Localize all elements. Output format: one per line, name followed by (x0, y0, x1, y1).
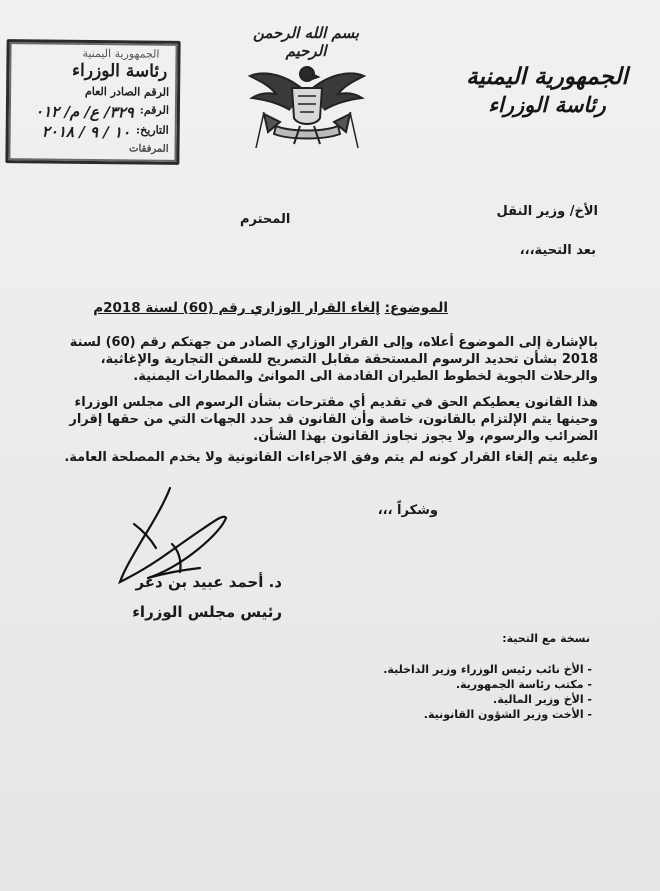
stamp-date-row (42, 122, 169, 141)
stamp-country: الجمهورية اليمنية (82, 46, 160, 61)
stamp-ref-label: الرقم: (139, 103, 169, 117)
yemen-eagle-emblem-icon (246, 52, 368, 158)
greeting: بعد التحية،،، (519, 243, 596, 258)
stamp-office: رئاسة الوزراء (72, 60, 168, 82)
body-paragraph-1: بالإشارة إلى الموضوع أعلاه، وإلى القرار الوزاري الصادر من جهتكم رقم (60) لسنة 2018 بشأن تحديد الرسوم المستحقة مقابل التصريح للسفن التجارية والإغاثية، والرحلات الجوية لخطوط الطيران القادمة الى الموانئ والمطارات اليمنية. (69, 335, 598, 384)
subject-line (93, 300, 448, 316)
copies-list (332, 662, 592, 722)
brand-country: الجمهورية اليمنية (466, 63, 628, 90)
list-item: - الأخ وزير المالية. (332, 692, 592, 707)
addressee: الأخ/ وزير النقل (496, 204, 598, 219)
subject-label: الموضوع: (384, 300, 448, 316)
stamp-date-value: ١٠ / ٩ / ٢٠١٨ (41, 122, 131, 142)
stamp-date-label: التاريخ: (136, 123, 169, 137)
copies-heading: نسخة مع التحية: (502, 632, 590, 645)
list-item: - مكتب رئاسة الجمهورية. (332, 677, 592, 692)
stamp-number-label: الرقم الصادر العام (84, 84, 170, 99)
signatory-name: د. أحمد عبيد بن دغر (135, 573, 282, 591)
list-item: - الأخ نائب رئيس الوزراء وزير الداخلية. (332, 662, 592, 677)
subject-text: إلغاء القرار الوزاري رقم (60) لسنة 2018م (93, 300, 380, 316)
stamp-ref-row (35, 102, 169, 121)
body-paragraph-3: وعليه يتم إلغاء القرار كونه لم يتم وفق الاجراءات القانونية ولا يخدم المصلحة العامة. (64, 450, 598, 465)
list-item: - الأخت وزير الشؤون القانونية. (332, 707, 592, 722)
brand-office: رئاسة الوزراء (488, 92, 606, 117)
outgoing-stamp (5, 39, 180, 165)
stamp-ref-value: ٣٢٩/ ع/ م/ ٠١٢ (34, 102, 134, 122)
honorific: المحترم (240, 212, 291, 227)
basmala: بسم الله الرحمن الرحيم (252, 24, 360, 60)
thanks: وشكراً ،،، (377, 503, 438, 518)
body-paragraph-2: هذا القانون يعطيكم الحق في تقديم أي مقترحات بشأن الرسوم الى مجلس الوزراء وحينها يتم الإلتزام بالقانون، خاصة وأن القانون قد حدد الجهات التي من حقها إقرار الضرائب والرسوم، ولا يجوز تجاوز القانون بهذا الشأن. (69, 395, 598, 444)
signatory-title: رئيس مجلس الوزراء (132, 603, 282, 621)
letterhead-brand (462, 62, 632, 118)
stamp-attachments: المرفقات (129, 143, 169, 155)
